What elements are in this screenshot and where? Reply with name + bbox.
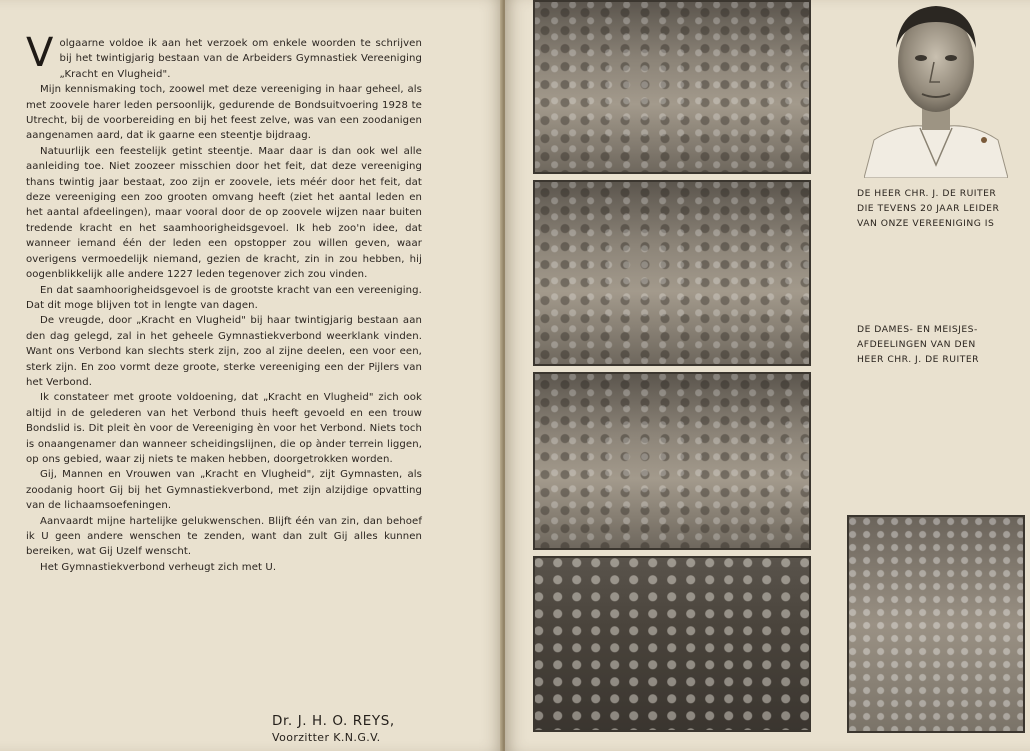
signature-name: Dr. J. H. O. REYS,	[272, 713, 395, 729]
left-page	[0, 0, 503, 751]
group-photo-4	[533, 556, 811, 732]
portrait-photo	[864, 0, 1008, 178]
letter-body	[26, 30, 422, 575]
portrait-caption	[857, 186, 999, 231]
groups-caption-line-3: HEER CHR. J. DE RUITER	[857, 354, 980, 365]
letter-paragraph-1	[26, 30, 422, 82]
groups-caption	[857, 322, 979, 367]
drop-cap: V	[26, 30, 54, 76]
groups-caption-line-1: DE DAMES- EN MEISJES-	[857, 324, 978, 335]
letter-paragraph-4: En dat saamhoorigheidsgevoel is de grootste kracht van een vereeniging. Dat dit moge blijven tot in lengte van dagen.	[26, 284, 422, 311]
portrait-caption-line-1: DE HEER CHR. J. DE RUITER	[857, 188, 997, 199]
letter-paragraph-2: Mijn kennismaking toch, zoowel met deze vereeniging in haar geheel, als met zoovele harer leden persoonlijk, gedurende de Bondsuitvoering 1928 te Utrecht, bij de voorbereiding en bij het feest zelve, was van een zoodanigen aangenamen aard, dat ik gaarne een steentje bijdraag.	[26, 84, 422, 142]
letter-paragraph-9: Het Gymnastiekverbond verheugt zich met U.	[40, 561, 277, 573]
letter-paragraph-8: Aanvaardt mijne hartelijke gelukwenschen. Blijft één van zin, dan behoef ik U geen andere wenschen te zenden, want dan zult Gij alles kunnen bereiken, wat Gij Uzelf wenscht.	[26, 515, 422, 558]
group-photo-2	[533, 180, 811, 366]
letter-paragraph-1-text: olgaarne voldoe ik aan het verzoek om enkele woorden te schrijven bij het twintigjarig bestaan van de Arbeiders Gymnastiek Vereeniging „Kracht en Vlugheid".	[59, 38, 422, 80]
letter-paragraph-7: Gij, Mannen en Vrouwen van „Kracht en Vlugheid", zijt Gymnasten, als zoodanig hoort Gij bij het Gymnastiekverbond, met zijn alzijdige opvatting van de lichaamsoefeningen.	[26, 469, 422, 512]
letter-paragraph-6: Ik constateer met groote voldoening, dat „Kracht en Vlugheid" zich ook altijd in de gelederen van het Verbond thuis heeft gevoeld en een trouw Bondslid is. Dit pleit èn voor de Vereeniging èn voor het Verbond. Niets toch is onaangenamer dan wanneer scheidingslijnen, die op ànder terrein liggen, op ons gebied, waar zij niets te maken hebben, doorgetrokken worden.	[26, 392, 422, 465]
signature-block	[272, 713, 395, 744]
group-photo-1	[533, 0, 811, 174]
letter-paragraph-3: Natuurlijk een feestelijk getint steentje. Maar daar is dan ook wel alle aanleiding toe. Niet zoozeer misschien door het feit, dat deze vereeniging thans twintig jaar bestaat, zoo zijn er zoovele, iets méér door het feit, dat deze vereeniging een zoo grooten omvang heeft (ziet het aantal leden en het aantal afdeelingen), maar vooral door de op zoovele wijzen naar buiten tredende kracht en het saamhoorigheidsgevoel. Ik heb zoo'n idee, dat wanneer iemand één der leden een opstopper zou willen geven, waar overigens vermoedelijk niemand, gezien de kracht, zin in zou hebben, hij oogenblikkelijk alle andere 1227 leden tegenover zich zou vinden.	[26, 145, 422, 281]
signature-title: Voorzitter K.N.G.V.	[272, 731, 381, 744]
group-photo-5	[847, 515, 1025, 733]
letter-paragraph-5: De vreugde, door „Kracht en Vlugheid" bij haar twintigjarig bestaan aan den dag gelegd, zal in het geheele Gymnastiekverbond weerklank vinden. Want ons Verbond kan slechts sterk zijn, zoo al zijne deelen, een voor een, sterk zijn. En zoo vormt deze groote, sterke vereeniging een der Pijlers van het Verbond.	[26, 315, 422, 388]
portrait-caption-line-2: DIE TEVENS 20 JAAR LEIDER	[857, 203, 1000, 214]
group-photo-3	[533, 372, 811, 550]
groups-caption-line-2: AFDEELINGEN VAN DEN	[857, 339, 976, 350]
portrait-caption-line-3: VAN ONZE VEREENIGING IS	[857, 218, 995, 229]
